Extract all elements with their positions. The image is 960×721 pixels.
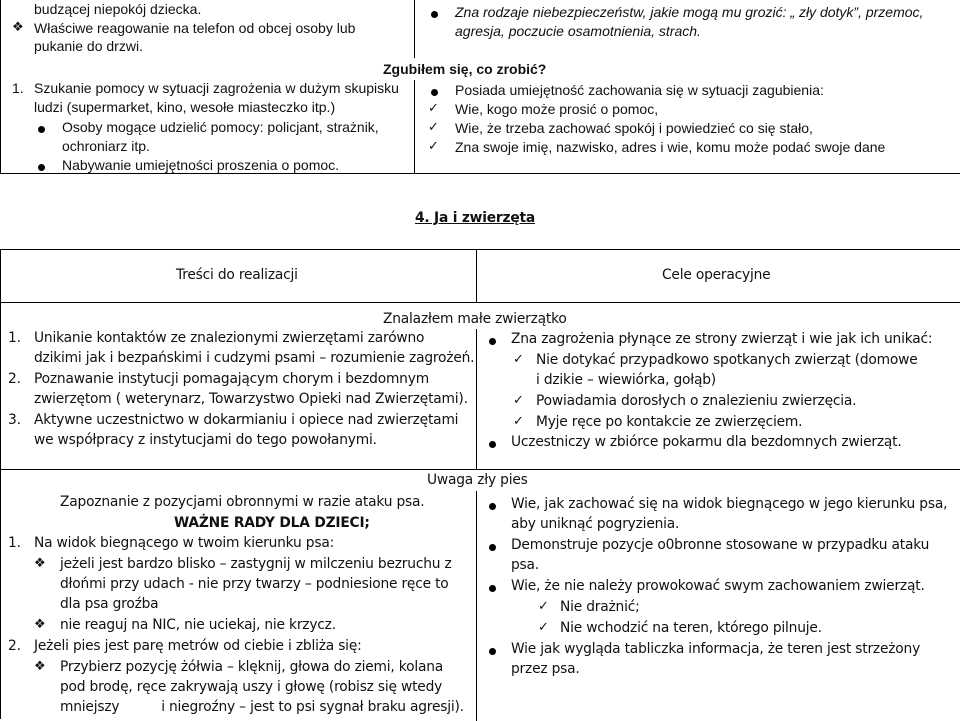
dog-right-bullet-4a: Wie jak wygląda tabliczka informacja, że teren jest strzeżony [511, 641, 921, 657]
bullet-icon [38, 126, 45, 133]
list-number: 1. [8, 330, 21, 346]
animal-left-3a: Aktywne uczestnictwo w dokarmianiu i opiece nad zwierzętami [34, 412, 459, 428]
dog-left-d3c: mniejszy i niegroźny – jest to psi sygnał braku agresji). [60, 699, 464, 715]
animal-right-check-2: Powiadamia dorosłych o znalezieniu zwierzęcia. [536, 393, 857, 409]
animal-left-2a: Poznawanie instytucji pomagającym chorym i bezdomnym [34, 371, 429, 387]
dog-right-bullet-4b: przez psa. [511, 661, 580, 677]
dog-left-2: Jeżeli pies jest parę metrów od ciebie i zbliża się: [34, 638, 362, 654]
animal-right-check-1a: Nie dotykać przypadkowo spotkanych zwierząt (domowe [536, 352, 918, 368]
top-left-bullet-1b: ochroniarz itp. [62, 138, 150, 154]
dog-left-d1a: jeżeli jest bardzo blisko – zastygnij w milczeniu bezruchu z [60, 556, 452, 572]
list-number: 2. [8, 638, 21, 654]
top-left-numbered-a: Szukanie pomocy w sytuacji zagrożenia w dużym skupisku [34, 80, 399, 96]
top-left-line: budzącej niepokój dziecka. [34, 1, 202, 17]
bullet-icon [431, 11, 438, 18]
dog-advice-title: WAŻNE RADY DLA DZIECI; [174, 515, 370, 531]
top-right-bullet-a: Zna rodzaje niebezpieczeństw, jakie mogą mu grozić: „ zły dotyk”, przemoc, [455, 4, 924, 20]
animal-left-2b: zwierzętom ( weterynarz, Towarzystwo Opieki nad Zwierzętami). [34, 391, 468, 407]
dog-divider [476, 491, 477, 721]
top-right-bullet-b: agresja, poczucie osamotnienia, strach. [455, 23, 701, 39]
animal-divider [476, 329, 477, 470]
diamond-bullet-icon: ❖ [12, 20, 24, 35]
top-right-check-3: Zna swoje imię, nazwisko, adres i wie, komu może podać swoje dane [455, 139, 886, 155]
diamond-bullet-icon: ❖ [34, 556, 46, 571]
bullet-icon [489, 338, 496, 345]
check-icon: ✓ [513, 393, 524, 408]
animal-right-bullet-1: Zna zagrożenia płynące ze strony zwierząt i wie jak ich unikać: [511, 331, 933, 347]
check-icon: ✓ [428, 101, 439, 116]
bullet-icon [489, 585, 496, 592]
check-icon: ✓ [513, 414, 524, 429]
bullet-icon [489, 503, 496, 510]
list-number: 1. [12, 80, 24, 96]
dog-right-check-2: Nie wchodzić na teren, którego pilnuje. [560, 620, 822, 636]
check-icon: ✓ [428, 120, 439, 135]
diamond-bullet-icon: ❖ [34, 659, 46, 674]
animal-right-check-1b: i dzikie – wiewiórka, gołąb) [536, 372, 716, 388]
dog-left-d1c: dla psa groźba [60, 596, 159, 612]
top-left-numbered-b: ludzi (supermarket, kino, wesołe miasteczko itp.) [34, 99, 336, 115]
top-right-bullet-2: Posiada umiejętność zachowania się w sytuacji zagubienia: [455, 82, 824, 98]
diamond-bullet-icon: ❖ [34, 617, 46, 632]
dog-intro: Zapoznanie z pozycjami obronnymi w razie ataku psa. [60, 494, 425, 510]
top-left-bullet-1a: Osoby mogące udzielić pomocy: policjant, strażnik, [62, 119, 379, 135]
dog-heading: Uwaga zły pies [427, 472, 528, 488]
dog-left-d1b: dłońmi przy udach - nie przy twarzy – podniesione ręce to [60, 576, 449, 592]
list-number: 3. [8, 412, 21, 428]
header-left: Treści do realizacji [176, 267, 298, 283]
animal-right-bullet-2: Uczestniczy w zbiórce pokarmu dla bezdomnych zwierząt. [511, 434, 902, 450]
check-icon: ✓ [538, 599, 549, 614]
bullet-icon [489, 441, 496, 448]
check-icon: ✓ [513, 352, 524, 367]
dog-right-bullet-2a: Demonstruje pozycje o0bronne stosowane w przypadku ataku [511, 537, 930, 553]
check-icon: ✓ [428, 139, 439, 154]
dog-left-d3b: pod brodę, ręce zakrywają uszy i głowę (robisz się wtedy [60, 679, 443, 695]
top-left-item-cont: pukanie do drzwi. [34, 38, 143, 54]
animal-left-3b: we współpracy z instytucjami do tego powołanymi. [34, 432, 377, 448]
section-heading-lost: Zgubiłem się, co zrobić? [383, 61, 547, 77]
top-right-check-2: Wie, że trzeba zachować spokój i powiedzieć co się stało, [455, 120, 813, 136]
bullet-icon [489, 544, 496, 551]
animal-right-check-3: Myje ręce po kontakcie ze zwierzęciem. [536, 414, 803, 430]
bullet-icon [431, 89, 438, 96]
header-divider [476, 249, 477, 303]
animal-heading: Znalazłem małe zwierzątko [383, 311, 567, 327]
section-title: 4. Ja i zwierzęta [415, 210, 535, 226]
header-right: Cele operacyjne [662, 267, 771, 283]
top-table-divider [414, 0, 415, 58]
dog-left-1: Na widok biegnącego w twoim kierunku psa: [34, 535, 335, 551]
check-icon: ✓ [538, 620, 549, 635]
top-left-item: Właściwe reagowanie na telefon od obcej osoby lub [34, 20, 356, 36]
dog-right-bullet-3: Wie, że nie należy prowokować swym zachowaniem zwierząt. [511, 578, 925, 594]
list-number: 1. [8, 535, 21, 551]
list-number: 2. [8, 371, 21, 387]
top-table-divider-lower [414, 80, 415, 174]
top-left-bullet-2: Nabywanie umiejętności proszenia o pomoc. [62, 157, 340, 173]
dog-right-check-1: Nie drażnić; [560, 599, 640, 615]
top-right-check-1: Wie, kogo może prosić o pomoc, [455, 101, 659, 117]
dog-right-bullet-1b: aby uniknąć pogryzienia. [511, 516, 680, 532]
animal-left-1a: Unikanie kontaktów ze znalezionymi zwierzętami zarówno [34, 330, 425, 346]
dog-left-d2: nie reaguj na NIC, nie uciekaj, nie krzycz. [60, 617, 336, 633]
bullet-icon [489, 648, 496, 655]
dog-left-d3a: Przybierz pozycję żółwia – klęknij, głowa do ziemi, kolana [60, 659, 444, 675]
bullet-icon [38, 164, 45, 171]
header-row [0, 249, 960, 303]
dog-right-bullet-1a: Wie, jak zachować się na widok biegnącego w jego kierunku psa, [511, 496, 948, 512]
animal-left-1b: dzikimi jak i bezpańskimi i cudzymi psami – rozumienie zagrożeń. [34, 350, 475, 366]
dog-right-bullet-2b: psa. [511, 557, 539, 573]
